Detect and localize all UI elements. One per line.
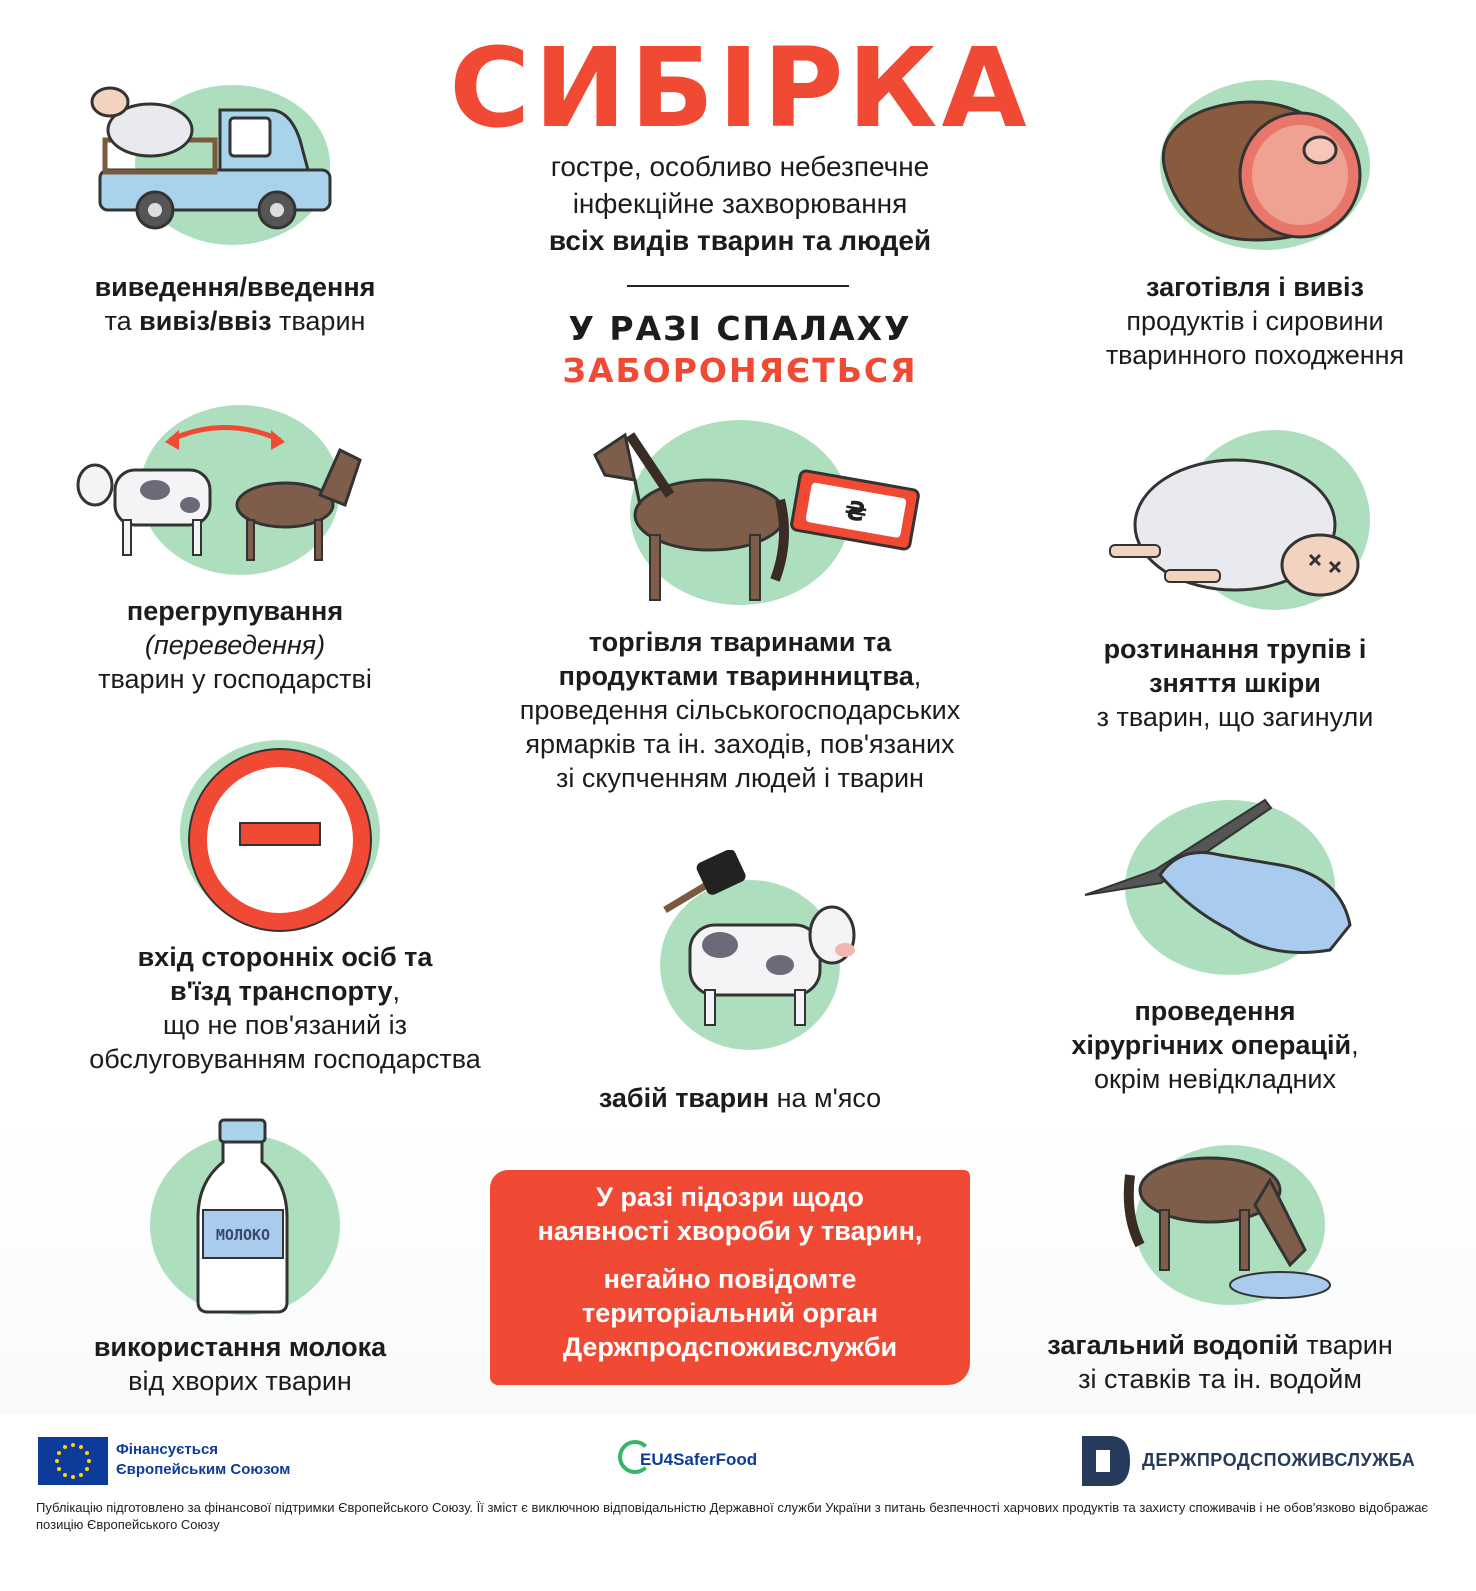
caption-text: на м'ясо — [769, 1083, 882, 1113]
caption-text: окрім невідкладних — [1093, 1064, 1337, 1094]
caption-transport — [30, 270, 440, 338]
divider — [627, 285, 849, 287]
bottle-label: МОЛОКО — [215, 1226, 271, 1244]
caption-bold: вхід сторонніх осіб та — [137, 942, 433, 972]
caption-text: проведення сільськогосподарських — [519, 695, 961, 725]
milk-bottle-icon — [195, 1115, 290, 1315]
caption-text: зі скупченням людей і тварин — [556, 763, 924, 793]
notice-line: Держпродспоживслужби — [562, 1332, 898, 1362]
horse-drinking-icon — [1120, 1130, 1340, 1310]
dead-sheep-icon — [1105, 440, 1375, 610]
caption-carcass — [1040, 632, 1430, 734]
disclaimer: Публікацію підготовлено за фінансової підтримки Європейського Союзу. Її зміст є виключною відповідальністю Державної служби України з питань безпечності харчових продуктів та захисту споживачів і не обов'язково відображає позицію Європейського Союзу — [36, 1500, 1429, 1532]
caption-bold: вивіз/ввіз — [139, 306, 272, 336]
page-title: СИБІРКА — [449, 24, 1031, 152]
outbreak-line: У РАЗІ СПАЛАХУ — [568, 309, 912, 348]
caption-bold: заготівля і вивіз — [1146, 272, 1364, 302]
subtitle-line-bold: всіх видів тварин та людей — [548, 225, 932, 256]
prohibited-label: ЗАБОРОНЯЄТЬСЯ — [562, 351, 918, 390]
caption-text: , — [392, 976, 401, 1006]
caption-text: , — [1351, 1030, 1359, 1060]
caption-text: з тварин, що загинули — [1096, 702, 1374, 732]
eu-funding-line: Фінансується — [116, 1441, 219, 1458]
caption-text: тварин — [1298, 1330, 1393, 1360]
caption-bold: загальний водопій — [1047, 1330, 1299, 1360]
caption-text: та — [104, 306, 140, 336]
caption-text: тварин — [271, 306, 366, 336]
caption-bold: торгівля тваринами та — [588, 627, 892, 657]
caption-bold: виведення/введення — [94, 272, 376, 302]
caption-text: тварин у господарстві — [98, 664, 372, 694]
agency-logo-icon — [1082, 1436, 1130, 1486]
notice-line: наявності хвороби у тварин, — [537, 1216, 923, 1246]
subtitle-line: гостре, особливо небезпечне — [550, 151, 930, 182]
eu4saferfood-label: EU4SaferFood — [640, 1450, 758, 1469]
caption-water — [1010, 1328, 1430, 1396]
caption-text: , — [913, 661, 922, 691]
meat-ham-icon — [1145, 80, 1375, 250]
notice-banner — [490, 1170, 970, 1385]
caption-text: що не пов'язаний із — [163, 1010, 407, 1040]
agency-name: ДЕРЖПРОДСПОЖИВСЛУЖБА — [1142, 1450, 1416, 1470]
caption-entry — [40, 940, 530, 1076]
gloved-hand-scalpel-icon — [1080, 790, 1370, 960]
caption-bold: продуктами тваринництва — [558, 661, 914, 691]
caption-italic: (переведення) — [144, 630, 326, 660]
caption-milk — [60, 1330, 420, 1398]
caption-bold: перегрупування — [126, 596, 344, 626]
caption-bold: в'їзд транспорту — [169, 976, 393, 1006]
caption-bold: розтинання трупів і — [1103, 634, 1367, 664]
truck-with-sheep-icon — [80, 70, 340, 240]
caption-trade — [470, 625, 1010, 795]
eu-funding-label — [116, 1440, 290, 1480]
notice-line: територіальний орган — [581, 1298, 878, 1328]
caption-text: продуктів і сировини — [1126, 306, 1384, 336]
caption-bold: зняття шкіри — [1149, 668, 1321, 698]
horse-price-tag-icon — [590, 405, 930, 605]
cow-hammer-icon — [660, 850, 870, 1030]
subtitle-line: інфекційне захворювання — [572, 188, 908, 219]
notice-gap — [490, 1248, 970, 1262]
outbreak-heading — [480, 308, 1000, 392]
caption-regroup — [20, 594, 450, 696]
caption-text: від хворих тварин — [128, 1366, 352, 1396]
caption-text: ярмарків та ін. заходів, пов'язаних — [525, 729, 955, 759]
caption-text: обслуговуванням господарства — [89, 1044, 481, 1074]
caption-slaughter — [560, 1081, 920, 1115]
caption-text: тваринного походження — [1105, 340, 1405, 370]
currency-icon: ₴ — [842, 495, 870, 529]
notice-line: У разі підозри щодо — [596, 1182, 864, 1212]
caption-bold: хірургічних операцій — [1071, 1030, 1352, 1060]
notice-line: негайно повідомте — [603, 1264, 857, 1294]
cow-horse-arrows-icon — [75, 410, 375, 570]
caption-text: зі ставків та ін. водойм — [1078, 1364, 1362, 1394]
eu-funding-line: Європейським Союзом — [116, 1461, 291, 1478]
caption-bold: використання молока — [93, 1332, 387, 1362]
caption-surgery — [1030, 994, 1400, 1096]
subtitle — [470, 148, 1010, 259]
caption-bold: проведення — [1134, 996, 1296, 1026]
no-entry-sign-icon — [185, 745, 375, 935]
eu-flag-icon — [38, 1437, 108, 1485]
caption-meat — [1050, 270, 1460, 372]
caption-bold: забій тварин — [598, 1083, 770, 1113]
